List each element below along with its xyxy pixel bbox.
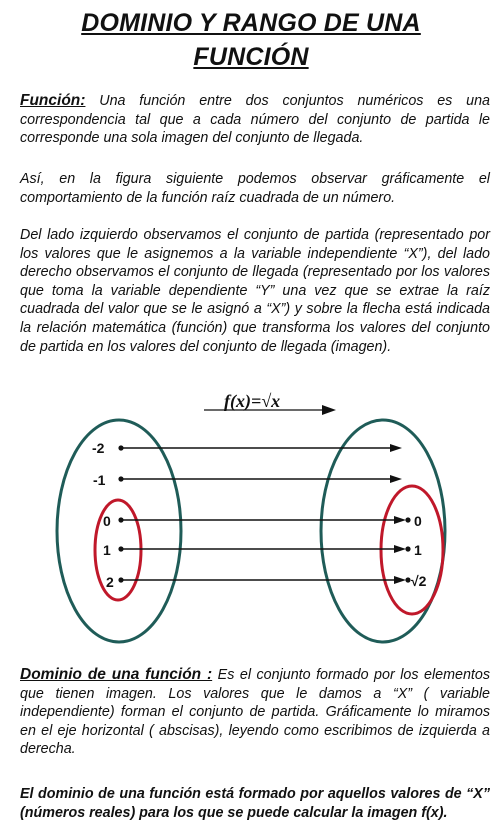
image-value-1: 1 — [414, 542, 422, 558]
start-dot — [118, 546, 123, 551]
image-dot — [405, 517, 410, 522]
arrow-head — [394, 576, 406, 584]
arrow-head — [390, 444, 402, 452]
image-dot — [405, 546, 410, 551]
domain-value-minus-2: -2 — [92, 440, 105, 456]
start-dot — [118, 445, 123, 450]
arrow-head — [394, 516, 406, 524]
function-label: f(x)=√x — [224, 391, 281, 411]
start-dot — [118, 577, 123, 582]
start-dot — [118, 476, 123, 481]
funcion-text: Una función entre dos conjuntos numéricos es una correspondencia tal que a cada número del conjunto de partida le corresponde una sola imagen del conjunto de llegada. — [20, 93, 490, 147]
domain-value-1: 1 — [103, 542, 111, 558]
domain-inner-set — [95, 500, 141, 600]
function-label-arrow-head — [322, 405, 336, 415]
conclusion-paragraph: El dominio de una función está formado por aquellos valores de “X” (números reales) para los que se puede calcular la imagen f(x). — [20, 786, 490, 821]
domain-value-0: 0 — [103, 513, 111, 529]
funcion-heading: Función: — [20, 92, 86, 109]
dominio-text: Es el conjunto formado por los elementos que tienen imagen. Los valores que le damos a “X” ( variable independiente) forman el conjunto de partida. Gráficamente lo miramos en el eje horizontal ( abscisas), leyendo como escribimos de izquierda a derecha. — [20, 667, 490, 758]
image-inner-set — [381, 486, 443, 614]
image-value-0: 0 — [414, 513, 422, 529]
image-dot — [405, 577, 410, 582]
page-title-line-1: DOMINIO Y RANGO DE UNA — [81, 9, 421, 37]
domain-value-minus-1: -1 — [93, 472, 106, 488]
image-value-sqrt-2: √2 — [411, 573, 427, 589]
intro-figure-paragraph: Así, en la figura siguiente podemos observar gráficamente el comportamiento de la función raíz cuadrada de un número. — [20, 171, 490, 206]
dominio-definition — [20, 666, 490, 759]
page-title-line-2: FUNCIÓN — [193, 43, 309, 71]
domain-outer-set — [57, 420, 181, 642]
arrow-head — [394, 545, 406, 553]
domain-value-2: 2 — [106, 574, 114, 590]
dominio-heading: Dominio de una función : — [20, 666, 213, 683]
start-dot — [118, 517, 123, 522]
arrow-head — [390, 475, 402, 483]
explanation-paragraph: Del lado izquierdo observamos el conjunto de partida (representado por los valores que le asignemos a la variable independiente “X”), del lado derecho observamos el conjunto de llegada (representado por los valores que toma la variable dependiente “Y” una vez que se extrae la raíz cuadrada del valor que se le asignó a “X”) y sobre la flecha está indicada la relación matemática (función) que transforma los valores del conjunto de partida en los valores del conjunto de llegada (imagen). — [20, 227, 490, 355]
